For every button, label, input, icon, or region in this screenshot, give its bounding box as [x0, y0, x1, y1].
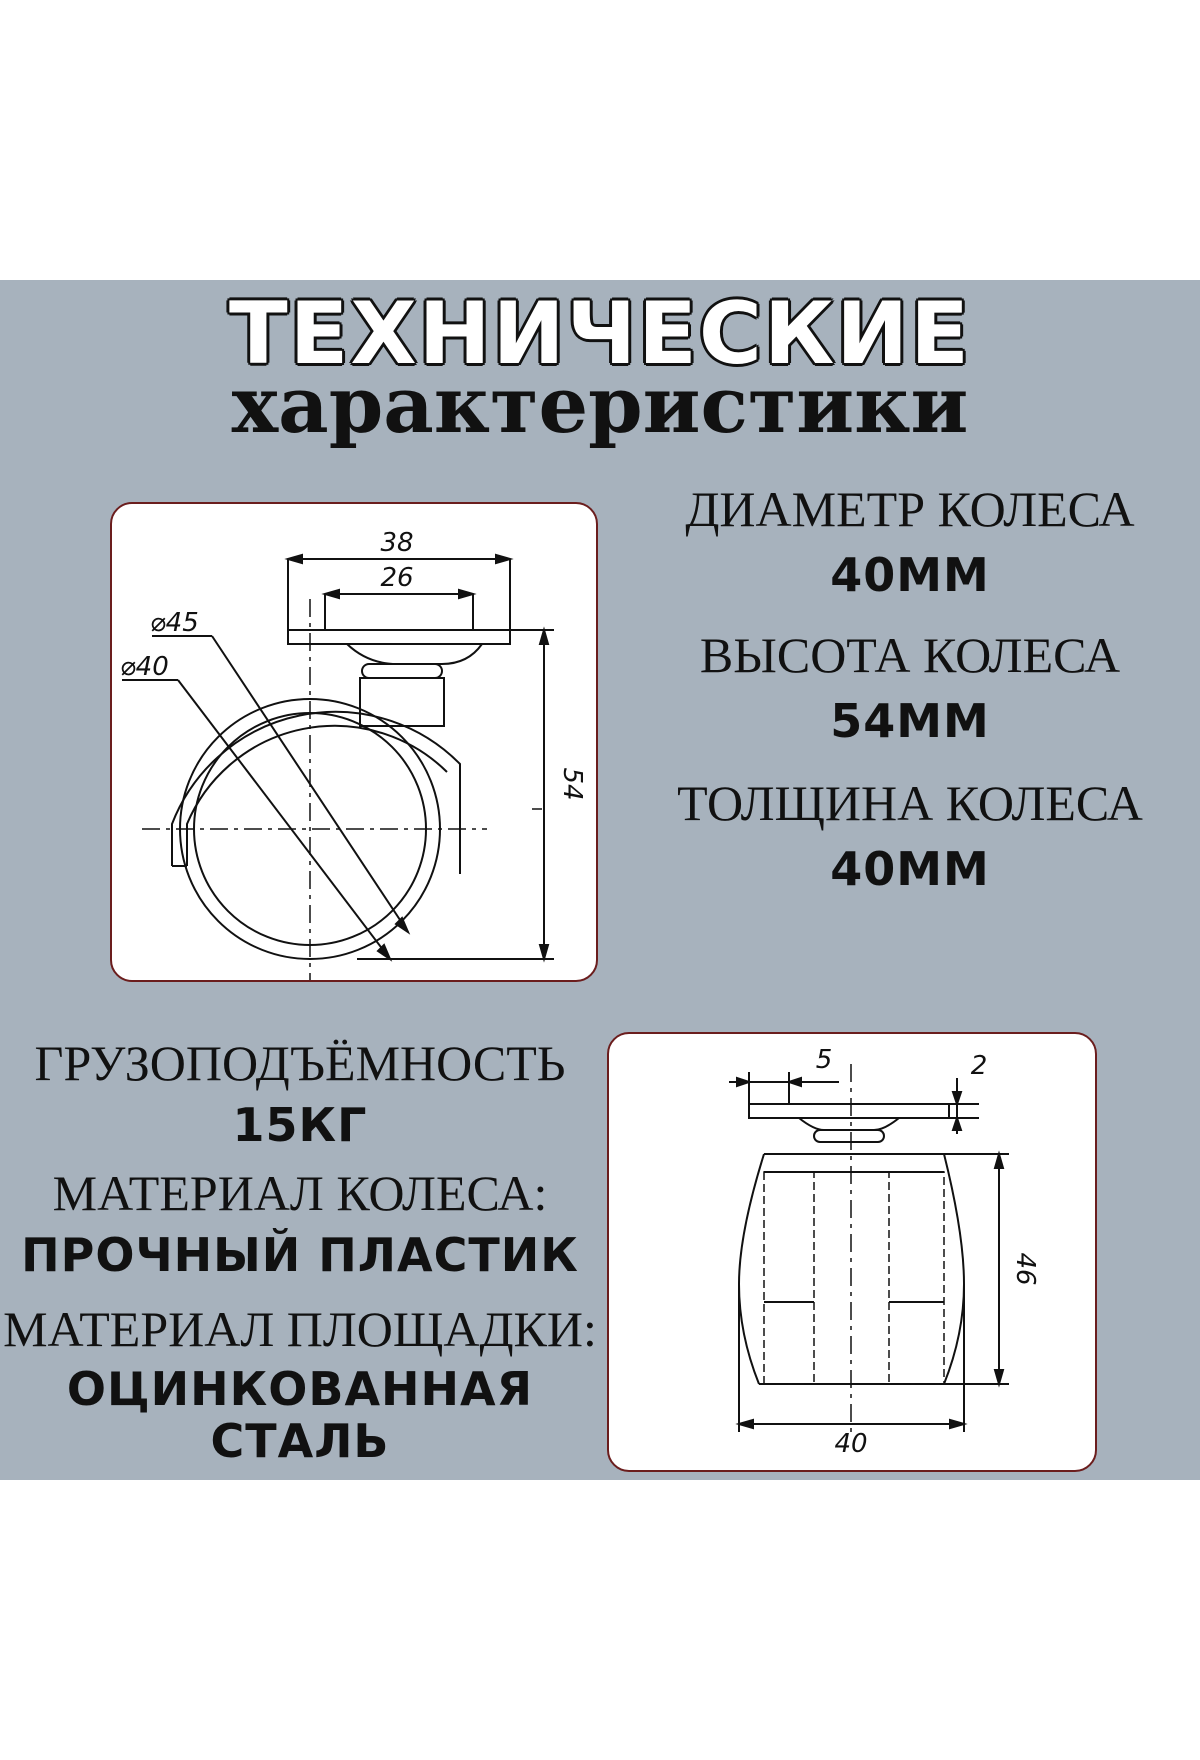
capacity-value: 15КГ [232, 1098, 368, 1152]
capacity-label: ГРУЗОПОДЪЁМНОСТЬ [34, 1035, 566, 1091]
wheel-material-value: ПРОЧНЫЙ ПЛАСТИК [21, 1228, 579, 1282]
thickness-value: 40ММ [830, 842, 990, 896]
front-view-panel [607, 1032, 1097, 1472]
dim-46: 46 [1010, 1252, 1040, 1286]
dim-38: 38 [380, 528, 414, 558]
title-line-2: характеристики [231, 360, 969, 451]
side-view-panel [110, 502, 598, 982]
diameter-label: ДИАМЕТР КОЛЕСА [685, 481, 1135, 537]
platform-material-value-line1: ОЦИНКОВАННАЯ [66, 1362, 534, 1416]
dim-5: 5 [815, 1045, 833, 1075]
dim-d45: ⌀45 [150, 608, 199, 638]
thickness-label: ТОЛЩИНА КОЛЕСА [677, 775, 1143, 831]
side-view-drawing [112, 504, 596, 980]
dim-54: 54 [557, 767, 587, 801]
dim-d40: ⌀40 [120, 652, 169, 682]
title-line-1: ТЕХНИЧЕСКИЕ [228, 284, 972, 384]
wheel-material-label: МАТЕРИАЛ КОЛЕСА: [52, 1165, 548, 1221]
dim-40: 40 [834, 1429, 868, 1459]
front-view-drawing [609, 1034, 1095, 1470]
height-label: ВЫСОТА КОЛЕСА [699, 627, 1121, 683]
dim-2: 2 [970, 1051, 988, 1081]
dim-26: 26 [380, 563, 414, 593]
height-value: 54ММ [830, 694, 990, 748]
diameter-value: 40ММ [830, 548, 990, 602]
platform-material-value-line2: СТАЛЬ [210, 1414, 390, 1468]
platform-material-label: МАТЕРИАЛ ПЛОЩАДКИ: [3, 1301, 597, 1357]
